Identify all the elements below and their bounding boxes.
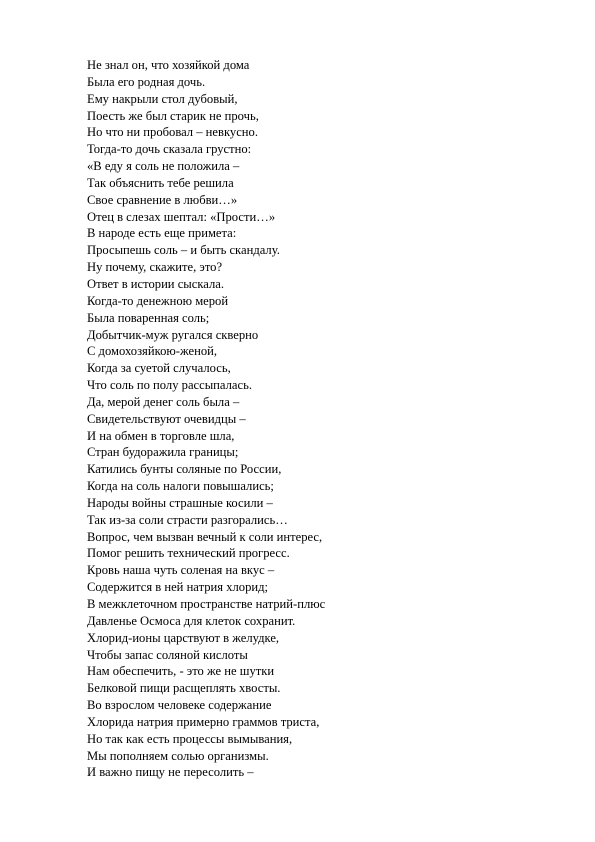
poem-line: С домохозяйкою-женой, [87, 344, 218, 359]
poem-line: Чтобы запас соляной кислоты [87, 647, 248, 662]
poem-line: Тогда-то дочь сказала грустно: [87, 142, 252, 157]
poem-line: Да, мерой денег соль была – [87, 394, 240, 409]
poem-line: И на обмен в торговле шла, [87, 428, 235, 443]
poem-line: Катились бунты соляные по России, [87, 462, 282, 477]
poem-line: Но что ни пробовал – невкусно. [87, 125, 258, 140]
poem-line: Добытчик-муж ругался скверно [87, 327, 259, 342]
poem-line: Что соль по полу рассыпалась. [87, 378, 252, 393]
poem-line: Во взрослом человеке содержание [87, 698, 272, 713]
poem-line: Ну почему, скажите, это? [87, 260, 223, 275]
poem-line: Была его родная дочь. [87, 74, 206, 89]
poem-line: Но так как есть процессы вымывания, [87, 731, 293, 746]
poem-line: Ему накрыли стол дубовый, [87, 91, 238, 106]
poem-line: Поесть же был старик не прочь, [87, 108, 259, 123]
poem-line: Когда-то денежною мерой [87, 293, 229, 308]
poem-line: Вопрос, чем вызван вечный к соли интерес, [87, 529, 323, 544]
poem-line: Давленье Осмоса для клеток сохранит. [87, 613, 296, 628]
poem-line: Хлорид-ионы царствуют в желудке, [87, 630, 280, 645]
poem-line: Белковой пищи расщеплять хвосты. [87, 681, 281, 696]
poem-line: Была поваренная соль; [87, 310, 210, 325]
poem-line: Отец в слезах шептал: «Прости…» [87, 209, 276, 224]
poem-line: Просыпешь соль – и быть скандалу. [87, 243, 280, 258]
poem-line: Помог решить технический прогресс. [87, 546, 290, 561]
poem-line: Ответ в истории сыскала. [87, 276, 224, 291]
poem-line: Когда на соль налоги повышались; [87, 479, 274, 494]
poem-line: Содержится в ней натрия хлорид; [87, 580, 269, 595]
poem-line: Нам обеспечить, - это же не шутки [87, 664, 275, 679]
poem-line: Так объяснить тебе решила [87, 175, 234, 190]
poem-line: Свидетельствуют очевидцы – [87, 411, 246, 426]
poem-line: В межклеточном пространстве натрий-плюс [87, 597, 326, 611]
poem-line: Народы войны страшные косили – [87, 495, 273, 510]
poem-line: Мы пополняем солью организмы. [87, 748, 269, 763]
poem-line: Когда за суетой случалось, [87, 361, 231, 376]
poem-line: Стран будоражила границы; [87, 445, 239, 460]
poem-line: В народе есть еще примета: [87, 226, 237, 241]
poem-line: Так из-за соли страсти разгорались… [87, 512, 288, 527]
poem-line: Свое сравнение в любви…» [87, 192, 238, 207]
poem-line: Хлорида натрия примерно граммов триста, [87, 714, 320, 729]
poem-line: Кровь наша чуть соленая на вкус – [87, 563, 275, 578]
poem-line: Не знал он, что хозяйкой дома [87, 58, 250, 72]
poem-text [87, 57, 325, 781]
poem-line: «В еду я соль не положила – [87, 159, 240, 174]
poem-line: И важно пищу не пересолить – [87, 765, 254, 780]
